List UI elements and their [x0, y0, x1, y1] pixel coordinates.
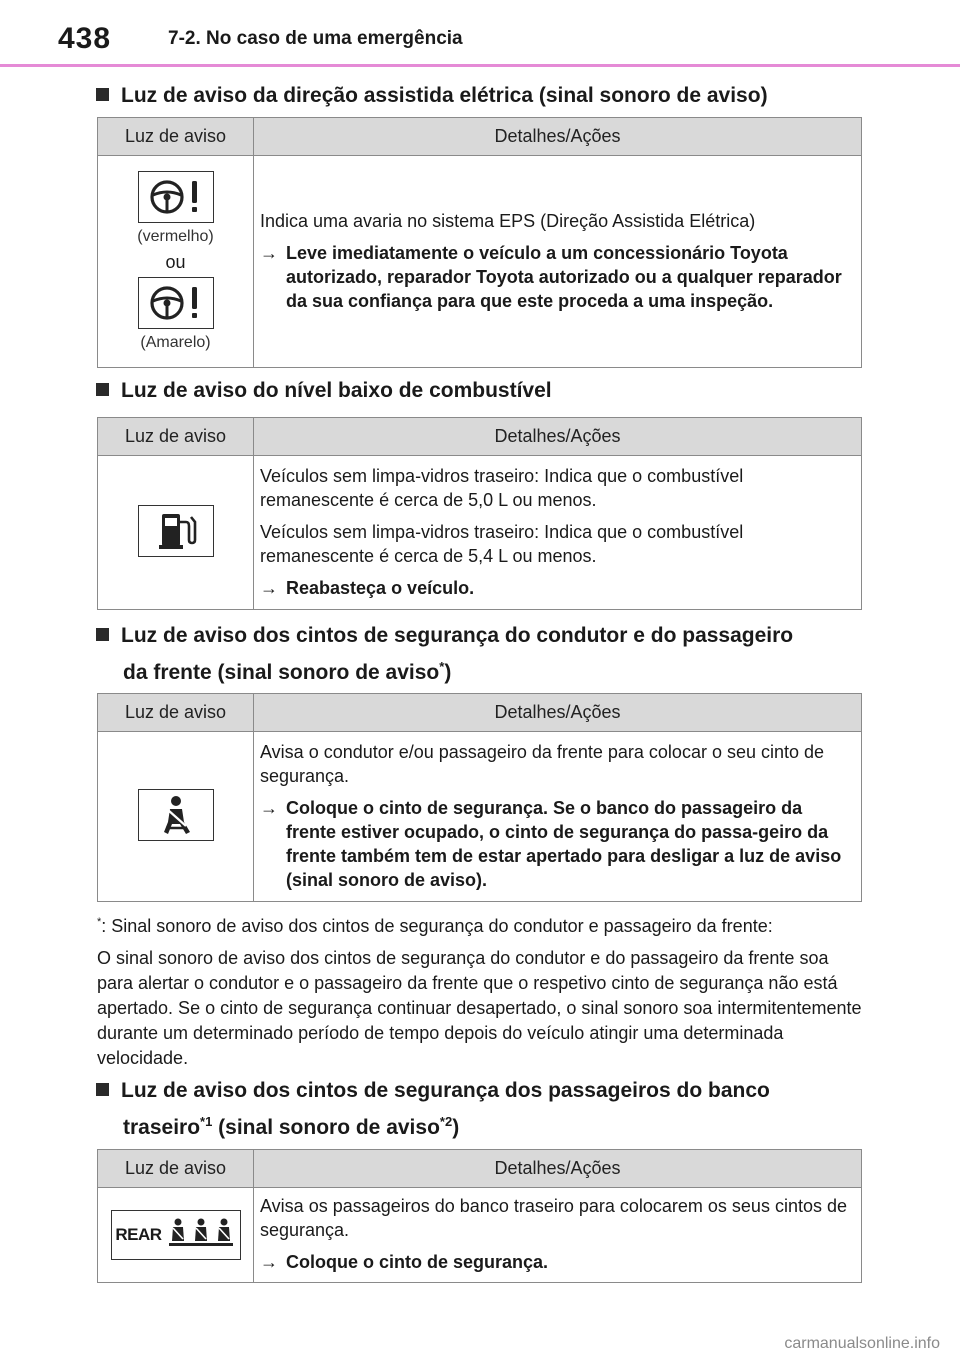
arrow-icon: → [260, 797, 278, 818]
table-header-row [98, 418, 862, 456]
table-header-row [98, 694, 862, 732]
seatbelt-icon [138, 789, 214, 841]
header-details: Detalhes/Ações [254, 1150, 862, 1188]
arrow-icon: → [260, 242, 278, 263]
arrow-icon: → [260, 1252, 278, 1272]
watermark: carmanualsonline.info [784, 1335, 940, 1352]
table-eps [97, 117, 862, 368]
action-instruction: → Coloque o cinto de segurança. [260, 1252, 549, 1272]
section-bullet [96, 383, 109, 396]
details-cell: Avisa os passageiros do banco traseiro para colocarem os seus cintos de segurança. → Coloque o cinto de segurança. [254, 1188, 862, 1283]
table-header-row [98, 118, 862, 156]
table-front-seatbelt [97, 693, 862, 902]
details-cell: Avisa o condutor e/ou passageiro da frente para colocar o seu cinto de segurança. → Coloque o cinto de segurança. Se o banco do passageiro da frente estiver ocupado, o cinto de segurança do passa-geiro da frente também tem de estar apertado para desligar a luz de aviso (sinal sonoro de aviso). [254, 732, 862, 902]
rear-label: REAR [115, 1225, 162, 1244]
table-row [98, 456, 862, 610]
action-instruction: → Reabasteça o veículo. [260, 577, 475, 598]
header-details: Detalhes/Ações [254, 418, 862, 456]
section-bullet [96, 88, 109, 101]
action-instruction: → Coloque o cinto de segurança. Se o banco do passageiro da frente estiver ocupado, o cinto de segurança do passa-geiro da frente também tem de estar apertado para desligar a luz de aviso (sinal sonoro de aviso). [260, 797, 842, 890]
steering-wheel-exclamation-icon [138, 171, 214, 223]
icon-cell [98, 732, 254, 902]
action-instruction: → Leve imediatamente o veículo a um concessionário Toyota autorizado, reparador Toyota autorizado ou a qualquer reparador da sua confiança para que este proceda a uma inspeção. [260, 242, 842, 311]
chapter-title: 7-2. No caso de uma emergência [168, 28, 463, 49]
table-rear-seatbelt [97, 1149, 862, 1283]
header-warning-light: Luz de aviso [98, 118, 254, 156]
table-header-row [98, 1150, 862, 1188]
page-number: 438 [58, 22, 112, 55]
page-header [0, 0, 960, 68]
body-paragraph: O sinal sonoro de aviso dos cintos de segurança do condutor e do passageiro da frente soa para alertar o condutor e o passageiro da frente que o respetivo cinto de segurança não está apertado. Se o cinto de segurança continuar desapertado, o sinal sonoro soa intermitentemente durante um determinado período de tempo depois do veículo atingir uma determinada velocidade. [97, 948, 862, 1068]
section-bullet [96, 628, 109, 641]
table-row [98, 156, 862, 368]
rear-seatbelt-icon [111, 1210, 241, 1260]
header-warning-light: Luz de aviso [98, 1150, 254, 1188]
fuel-pump-icon [138, 505, 214, 557]
table-row [98, 1188, 862, 1283]
section-bullet [96, 1083, 109, 1096]
section-title-rear-seatbelt: Luz de aviso dos cintos de segurança dos passageiros do banco traseiro$^{*1}$ (sinal sonoro de aviso$^{*2}$) [96, 1075, 896, 1143]
header-details: Detalhes/Ações [254, 694, 862, 732]
details-cell: Indica uma avaria no sistema EPS (Direção Assistida Elétrica) → Leve imediatamente o veículo a um concessionário Toyota autorizado, reparador Toyota autorizado ou a qualquer reparador da sua confiança para que este proceda a uma inspeção. [254, 156, 862, 368]
header-details: Detalhes/Ações [254, 118, 862, 156]
section-title-front-seatbelt: Luz de aviso dos cintos de segurança do condutor e do passageiro da frente (sinal sonoro de aviso*) [96, 620, 896, 688]
table-fuel [97, 417, 862, 610]
table-row [98, 732, 862, 902]
icon-cell: (vermelho) ou (Amarelo) [98, 156, 254, 368]
header-warning-light: Luz de aviso [98, 418, 254, 456]
icon-cell [98, 1188, 254, 1283]
header-warning-light: Luz de aviso [98, 694, 254, 732]
steering-wheel-exclamation-icon [138, 277, 214, 329]
icon-cell [98, 456, 254, 610]
details-cell: Veículos sem limpa-vidros traseiro: Indica que o combustível remanescente é cerca de 5,0 L ou menos. Veículos sem limpa-vidros traseiro: Indica que o combustível remanescente é cerca de 5,4 L ou menos. → Reabasteça o veículo. [254, 456, 862, 610]
arrow-icon: → [260, 577, 278, 598]
section-title-fuel: Luz de aviso do nível baixo de combustível [96, 375, 896, 406]
footnote: *: Sinal sonoro de aviso dos cintos de segurança do condutor e passageiro da frente: [97, 916, 773, 936]
section-title-eps: Luz de aviso da direção assistida elétrica (sinal sonoro de aviso) [96, 80, 896, 111]
header-rule [0, 64, 960, 67]
